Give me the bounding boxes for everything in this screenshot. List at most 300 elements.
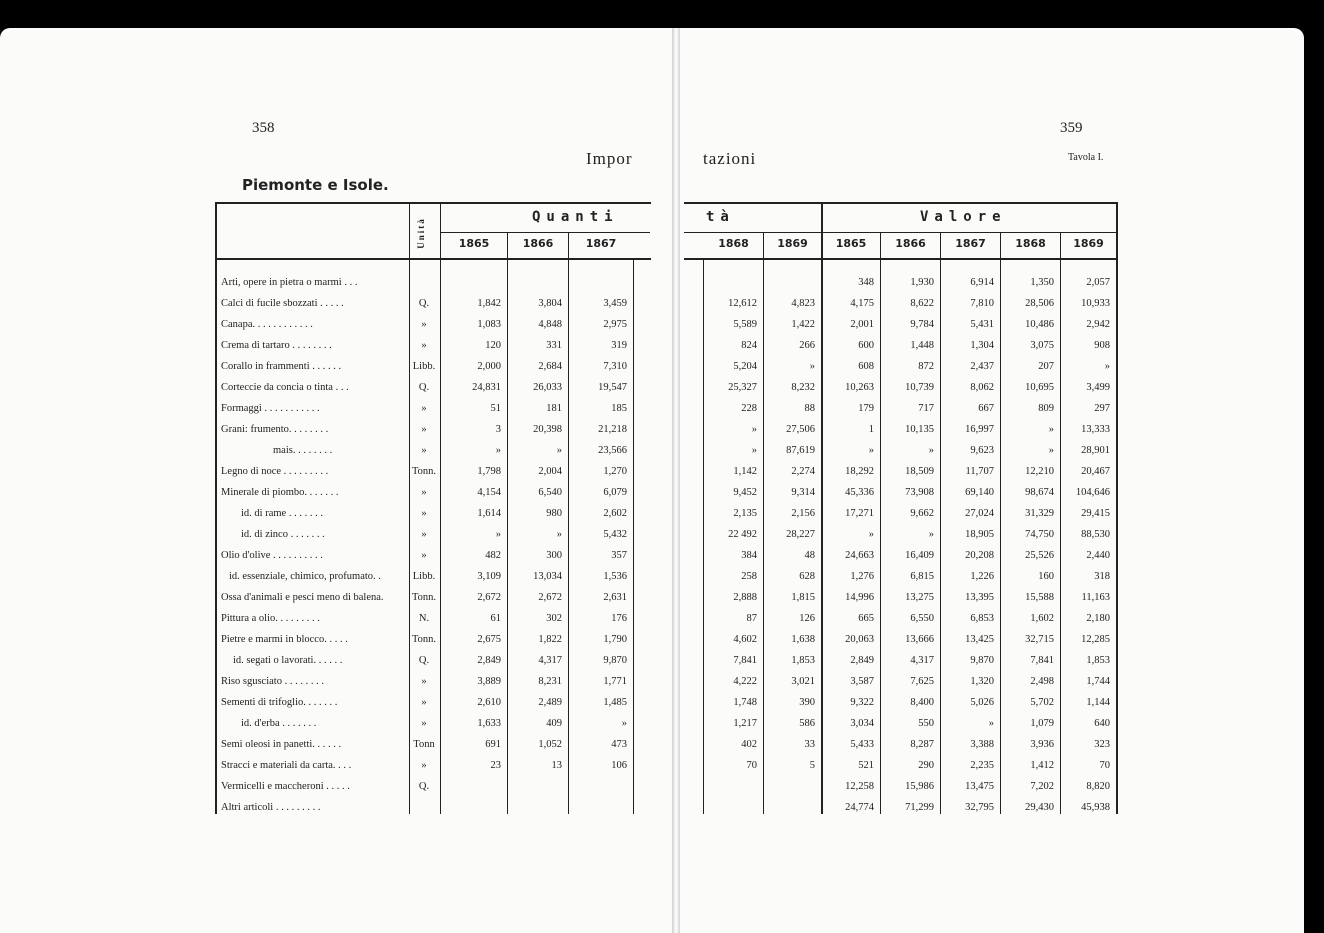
quantita-cell: 2,849 [477, 655, 501, 666]
quantita-cell: 2,004 [538, 466, 562, 477]
quantita-cell: 22 492 [728, 529, 757, 540]
quantita-cell: 26,033 [533, 382, 562, 393]
quantita-cell: 331 [546, 340, 562, 351]
tavola-label: Tavola I. [1068, 152, 1104, 163]
row-unit: » [421, 760, 427, 771]
quantita-cell: 4,222 [733, 676, 757, 687]
valore-cell: 12,285 [1081, 634, 1110, 645]
title-right-half: tazioni [703, 149, 757, 168]
quantita-header-right: tà [706, 209, 735, 225]
valore-cell: 7,625 [910, 676, 934, 687]
valore-cell: 1 [868, 424, 874, 435]
quantita-cell: 61 [490, 613, 501, 624]
quantita-cell: 1,614 [477, 508, 501, 519]
valore-cell: 1,226 [970, 571, 994, 582]
quantita-cell: 2,602 [603, 508, 627, 519]
quantita-cell: 1,633 [477, 718, 501, 729]
valore-cell: 1,602 [1030, 613, 1054, 624]
quantita-cell: 1,270 [603, 466, 627, 477]
quantita-cell: 51 [490, 403, 501, 414]
quantita-cell: 824 [741, 340, 757, 351]
quantita-cell: 1,083 [477, 319, 501, 330]
valore-cell: 27,024 [965, 508, 994, 519]
valore-cell: 15,588 [1025, 592, 1054, 603]
quantita-cell: 1,822 [538, 634, 562, 645]
valore-cell: 18,292 [845, 466, 874, 477]
quantita-cell: 87 [746, 613, 757, 624]
quantita-cell: 19,547 [598, 382, 627, 393]
valore-cell: 32,715 [1025, 634, 1054, 645]
row-label: Corallo in frammenti . . . . . . [221, 361, 342, 372]
row-label: id. di zinco . . . . . . . [241, 529, 325, 540]
valore-cell: 74,750 [1025, 529, 1054, 540]
row-label: Ossa d'animali e pesci meno di balena. [221, 592, 384, 603]
table-row [0, 736, 1324, 754]
row-label: Legno di noce . . . . . . . . . [221, 466, 329, 477]
title-left-half: Impor [586, 149, 633, 168]
valore-cell: 179 [858, 403, 874, 414]
valore-cell: 28,506 [1025, 298, 1054, 309]
valore-cell: 665 [858, 613, 874, 624]
group-rule-left [440, 232, 650, 233]
quantita-cell: 302 [546, 613, 562, 624]
valore-cell: 13,425 [965, 634, 994, 645]
quantita-cell: 1,536 [603, 571, 627, 582]
valore-cell: 4,317 [910, 655, 934, 666]
row-unit: » [421, 550, 427, 561]
valore-cell: 2,057 [1086, 277, 1110, 288]
valore-cell: 1,930 [910, 277, 934, 288]
valore-cell: 608 [858, 361, 874, 372]
valore-cell: » [868, 529, 874, 540]
table-row [0, 484, 1324, 502]
row-label: id. segati o lavorati. . . . . . [233, 655, 343, 666]
quantita-cell: 628 [799, 571, 815, 582]
valore-cell: 2,440 [1086, 550, 1110, 561]
row-unit: Tonn [413, 739, 435, 750]
valore-cell: 1,412 [1030, 760, 1054, 771]
valore-cell: 2,180 [1086, 613, 1110, 624]
valore-cell: 318 [1094, 571, 1110, 582]
quantita-cell: 7,310 [603, 361, 627, 372]
quantita-cell: 181 [546, 403, 562, 414]
table-row [0, 673, 1324, 691]
quantita-cell: 9,452 [733, 487, 757, 498]
row-unit: Q. [418, 781, 430, 792]
right-page-number: 359 [1060, 120, 1083, 136]
valore-cell: 16,409 [905, 550, 934, 561]
valore-cell: 1,276 [850, 571, 874, 582]
valore-cell: 6,550 [910, 613, 934, 624]
quantita-cell: 20,398 [533, 424, 562, 435]
valore-cell: 31,329 [1025, 508, 1054, 519]
row-label: Corteccie da concia o tinta . . . [221, 382, 349, 393]
valore-header: Valore [920, 209, 1007, 225]
table-row [0, 463, 1324, 481]
quantita-header-left: Quanti [532, 209, 619, 225]
valore-cell: 8,400 [910, 697, 934, 708]
valore-cell: 14,996 [845, 592, 874, 603]
valore-cell: 45,938 [1081, 802, 1110, 813]
valore-cell: 13,333 [1081, 424, 1110, 435]
row-unit: » [421, 529, 427, 540]
row-label: id. essenziale, chimico, profumato. . [229, 571, 381, 582]
valore-cell: 1,350 [1030, 277, 1054, 288]
quantita-cell: 2,489 [538, 697, 562, 708]
valore-cell: 11,707 [965, 466, 994, 477]
quantita-cell: 12,612 [728, 298, 757, 309]
row-label: id. di rame . . . . . . . [241, 508, 323, 519]
row-label: Olio d'olive . . . . . . . . . . [221, 550, 323, 561]
valore-cell: 13,275 [905, 592, 934, 603]
valore-cell: 12,258 [845, 781, 874, 792]
quantita-cell: 4,823 [791, 298, 815, 309]
valore-cell: 13,475 [965, 781, 994, 792]
valore-cell: 521 [858, 760, 874, 771]
valore-cell: 29,430 [1025, 802, 1054, 813]
valore-cell: 1,304 [970, 340, 994, 351]
valore-cell: 1,853 [1086, 655, 1110, 666]
quantita-cell: 13,034 [533, 571, 562, 582]
valore-cell: 6,914 [970, 277, 994, 288]
quantita-cell: 88 [804, 403, 815, 414]
valore-cell: 5,431 [970, 319, 994, 330]
valore-cell: 6,853 [970, 613, 994, 624]
valore-cell: 11,163 [1081, 592, 1110, 603]
quantita-cell: 266 [799, 340, 815, 351]
valore-cell: 70 [1099, 760, 1110, 771]
valore-cell: 12,210 [1025, 466, 1054, 477]
valore-cell: » [868, 445, 874, 456]
valore-cell: 9,623 [970, 445, 994, 456]
row-label: Grani: frumento. . . . . . . . [221, 424, 329, 435]
row-unit: » [421, 319, 427, 330]
region-title: Piemonte e Isole. [242, 176, 389, 194]
quantita-cell: 1,771 [603, 676, 627, 687]
row-label: Arti, opere in pietra o marmi . . . [221, 277, 358, 288]
row-unit: » [421, 403, 427, 414]
table-row [0, 379, 1324, 397]
valore-cell: 8,622 [910, 298, 934, 309]
quantita-cell: 2,000 [477, 361, 501, 372]
quantita-cell: 357 [611, 550, 627, 561]
row-unit: » [421, 697, 427, 708]
quantita-cell: » [751, 445, 757, 456]
quantita-cell: 2,675 [477, 634, 501, 645]
quantita-cell: 258 [741, 571, 757, 582]
valore-cell: 323 [1094, 739, 1110, 750]
valore-cell: 15,986 [905, 781, 934, 792]
row-label: Riso sgusciato . . . . . . . . [221, 676, 324, 687]
quantita-cell: 2,672 [477, 592, 501, 603]
table-top-rule-right [684, 202, 1118, 204]
quantita-cell: » [556, 529, 562, 540]
valore-cell: 104,646 [1075, 487, 1110, 498]
table-row [0, 757, 1324, 775]
table-row [0, 442, 1324, 460]
year-header-valore: 1865 [835, 237, 867, 250]
valore-cell: 1,320 [970, 676, 994, 687]
row-unit: Tonn. [411, 634, 437, 645]
row-label: Sementi di trifoglio. . . . . . . [221, 697, 338, 708]
quantita-cell: 2,672 [538, 592, 562, 603]
table-row [0, 778, 1324, 796]
unita-header-text: Unità [416, 217, 427, 249]
year-header-quantita: 1867 [585, 237, 617, 250]
valore-cell: 10,263 [845, 382, 874, 393]
row-unit: Q. [418, 655, 430, 666]
row-label: id. d'erba . . . . . . . [241, 718, 317, 729]
valore-cell: 10,135 [905, 424, 934, 435]
valore-cell: 9,870 [970, 655, 994, 666]
row-unit: Tonn. [411, 592, 437, 603]
row-unit: Q. [418, 298, 430, 309]
table-top-rule-left [215, 202, 651, 204]
valore-cell: 2,498 [1030, 676, 1054, 687]
row-unit: N. [418, 613, 430, 624]
quantita-cell: 4,317 [538, 655, 562, 666]
valore-cell: 25,526 [1025, 550, 1054, 561]
quantita-cell: 5,204 [733, 361, 757, 372]
quantita-cell: 2,135 [733, 508, 757, 519]
quantita-cell: 106 [611, 760, 627, 771]
table-row [0, 295, 1324, 313]
quantita-cell: 1,748 [733, 697, 757, 708]
quantita-cell: 8,231 [538, 676, 562, 687]
quantita-cell: 13 [551, 760, 562, 771]
valore-cell: 1,144 [1086, 697, 1110, 708]
quantita-cell: » [495, 529, 501, 540]
valore-cell: 18,905 [965, 529, 994, 540]
valore-cell: » [1048, 445, 1054, 456]
quantita-cell: 4,848 [538, 319, 562, 330]
valore-cell: 7,810 [970, 298, 994, 309]
valore-cell: 88,530 [1081, 529, 1110, 540]
year-header-quantita: 1869 [777, 237, 808, 250]
quantita-cell: 33 [804, 739, 815, 750]
valore-cell: 4,175 [850, 298, 874, 309]
quantita-cell: 586 [799, 718, 815, 729]
valore-cell: 73,908 [905, 487, 934, 498]
table-row [0, 799, 1324, 817]
quantita-cell: 23 [490, 760, 501, 771]
quantita-cell: 319 [611, 340, 627, 351]
valore-cell: 13,395 [965, 592, 994, 603]
quantita-cell: 8,232 [791, 382, 815, 393]
table-row [0, 400, 1324, 418]
valore-cell: 16,997 [965, 424, 994, 435]
table-row [0, 610, 1324, 628]
valore-cell: 9,322 [850, 697, 874, 708]
quantita-cell: » [495, 445, 501, 456]
valore-cell: 17,271 [845, 508, 874, 519]
row-label: Vermicelli e maccheroni . . . . . [221, 781, 350, 792]
valore-cell: 69,140 [965, 487, 994, 498]
valore-cell: 2,849 [850, 655, 874, 666]
quantita-cell: 23,566 [598, 445, 627, 456]
table-row [0, 652, 1324, 670]
quantita-cell: 2,274 [791, 466, 815, 477]
valore-cell: 2,437 [970, 361, 994, 372]
table-row [0, 631, 1324, 649]
quantita-cell: 6,540 [538, 487, 562, 498]
row-unit: » [421, 487, 427, 498]
valore-cell: 10,695 [1025, 382, 1054, 393]
valore-cell: 18,509 [905, 466, 934, 477]
group-rule-right [684, 232, 1118, 233]
valore-cell: 717 [918, 403, 934, 414]
row-label: Pittura a olio. . . . . . . . . [221, 613, 320, 624]
valore-cell: 207 [1038, 361, 1054, 372]
valore-cell: 348 [858, 277, 874, 288]
valore-cell: 872 [918, 361, 934, 372]
quantita-cell: 1,790 [603, 634, 627, 645]
table-row [0, 526, 1324, 544]
row-unit: Libb. [412, 361, 436, 372]
quantita-cell: 5,589 [733, 319, 757, 330]
valore-cell: 20,208 [965, 550, 994, 561]
valore-cell: 5,026 [970, 697, 994, 708]
quantita-cell: 228 [741, 403, 757, 414]
table-row [0, 568, 1324, 586]
quantita-cell: 2,631 [603, 592, 627, 603]
valore-cell: 24,774 [845, 802, 874, 813]
year-header-quantita: 1868 [718, 237, 749, 250]
quantita-cell: 691 [485, 739, 501, 750]
year-header-valore: 1868 [1015, 237, 1046, 250]
quantita-cell: 21,218 [598, 424, 627, 435]
quantita-cell: » [621, 718, 627, 729]
valore-cell: 9,784 [910, 319, 934, 330]
quantita-cell: 120 [485, 340, 501, 351]
valore-cell: 5,702 [1030, 697, 1054, 708]
row-unit: Tonn. [411, 466, 437, 477]
valore-cell: 3,075 [1030, 340, 1054, 351]
quantita-cell: 300 [546, 550, 562, 561]
valore-cell: » [928, 445, 934, 456]
row-unit: » [421, 676, 427, 687]
row-unit: » [421, 508, 427, 519]
valore-cell: 1,744 [1086, 676, 1110, 687]
quantita-cell: 126 [799, 613, 815, 624]
unita-header [409, 210, 433, 256]
header-bottom-rule-left [215, 258, 651, 260]
valore-cell: 9,662 [910, 508, 934, 519]
valore-cell: 29,415 [1081, 508, 1110, 519]
valore-cell: 3,499 [1086, 382, 1110, 393]
quantita-cell: 5 [809, 760, 815, 771]
valore-cell: 8,062 [970, 382, 994, 393]
valore-cell: 297 [1094, 403, 1110, 414]
quantita-cell: » [751, 424, 757, 435]
row-label: Crema di tartaro . . . . . . . . [221, 340, 332, 351]
valore-cell: 1,079 [1030, 718, 1054, 729]
table-row [0, 505, 1324, 523]
valore-cell: 71,299 [905, 802, 934, 813]
year-header-quantita: 1865 [458, 237, 490, 250]
row-label: Semi oleosi in panetti. . . . . . [221, 739, 342, 750]
quantita-cell: 482 [485, 550, 501, 561]
quantita-cell: 409 [546, 718, 562, 729]
quantita-cell: 2,975 [603, 319, 627, 330]
quantita-cell: 6,079 [603, 487, 627, 498]
quantita-cell: 25,327 [728, 382, 757, 393]
table-row [0, 274, 1324, 292]
row-label: Altri articoli . . . . . . . . . [221, 802, 321, 813]
quantita-cell: » [556, 445, 562, 456]
quantita-cell: 1,798 [477, 466, 501, 477]
valore-cell: 1,448 [910, 340, 934, 351]
valore-cell: 10,739 [905, 382, 934, 393]
quantita-cell: 185 [611, 403, 627, 414]
quantita-cell: 3 [495, 424, 501, 435]
left-page-number: 358 [252, 120, 275, 136]
valore-cell: 2,235 [970, 760, 994, 771]
quantita-cell: 3,021 [791, 676, 815, 687]
valore-cell: 290 [918, 760, 934, 771]
quantita-cell: 1,842 [477, 298, 501, 309]
row-label: Stracci e materiali da carta. . . . [221, 760, 352, 771]
table-row [0, 421, 1324, 439]
quantita-cell: 28,227 [786, 529, 815, 540]
quantita-cell: 24,831 [472, 382, 501, 393]
quantita-cell: 384 [741, 550, 757, 561]
quantita-cell: 1,217 [733, 718, 757, 729]
quantita-cell: 9,314 [791, 487, 815, 498]
quantita-cell: 3,459 [603, 298, 627, 309]
valore-cell: 13,666 [905, 634, 934, 645]
quantita-cell: 3,109 [477, 571, 501, 582]
quantita-cell: 176 [611, 613, 627, 624]
row-label: mais. . . . . . . . [273, 445, 333, 456]
table-row [0, 715, 1324, 733]
quantita-cell: 4,154 [477, 487, 501, 498]
quantita-cell: 473 [611, 739, 627, 750]
valore-cell: 600 [858, 340, 874, 351]
table-row [0, 694, 1324, 712]
table-row [0, 337, 1324, 355]
quantita-cell: 27,506 [786, 424, 815, 435]
valore-cell: 3,034 [850, 718, 874, 729]
quantita-cell: 4,602 [733, 634, 757, 645]
quantita-cell: 87,619 [786, 445, 815, 456]
valore-cell: 7,202 [1030, 781, 1054, 792]
valore-cell: 98,674 [1025, 487, 1054, 498]
valore-cell: 2,942 [1086, 319, 1110, 330]
quantita-cell: 1,052 [538, 739, 562, 750]
quantita-cell: 1,422 [791, 319, 815, 330]
valore-cell: 3,587 [850, 676, 874, 687]
valore-cell: 45,336 [845, 487, 874, 498]
valore-cell: 28,901 [1081, 445, 1110, 456]
valore-cell: 24,663 [845, 550, 874, 561]
year-header-valore: 1869 [1073, 237, 1104, 250]
year-header-valore: 1867 [955, 237, 986, 250]
valore-cell: 5,433 [850, 739, 874, 750]
quantita-cell: 1,638 [791, 634, 815, 645]
valore-cell: » [1104, 361, 1110, 372]
valore-cell: » [1048, 424, 1054, 435]
valore-cell: 2,001 [850, 319, 874, 330]
valore-cell: 10,933 [1081, 298, 1110, 309]
quantita-cell: 9,870 [603, 655, 627, 666]
row-label: Canapa. . . . . . . . . . . . [221, 319, 313, 330]
quantita-cell: 1,142 [733, 466, 757, 477]
quantita-cell: 7,841 [733, 655, 757, 666]
valore-cell: 3,388 [970, 739, 994, 750]
quantita-cell: 1,853 [791, 655, 815, 666]
table-row [0, 547, 1324, 565]
